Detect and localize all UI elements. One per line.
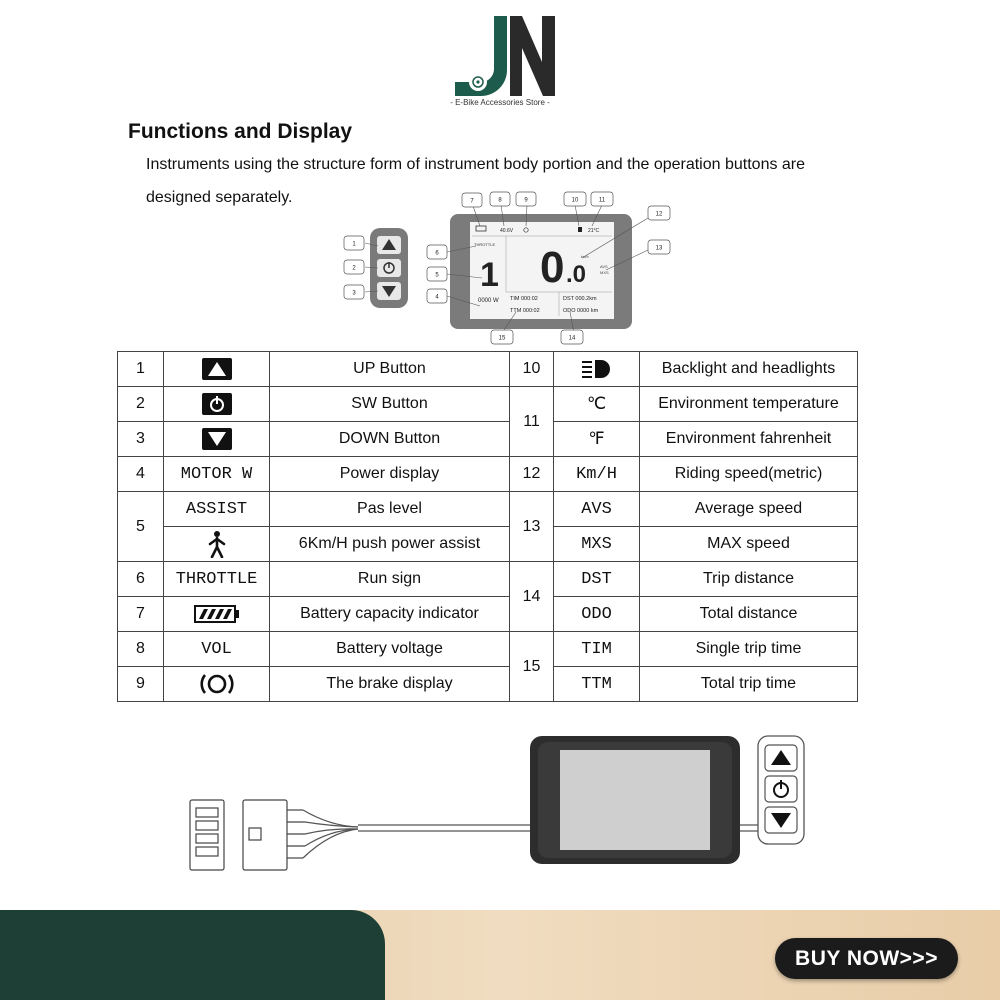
item-symbol: ODO bbox=[554, 597, 640, 632]
item-number: 12 bbox=[510, 457, 554, 492]
item-number: 2 bbox=[118, 387, 164, 422]
headlight-icon bbox=[578, 227, 582, 232]
table-row bbox=[118, 527, 858, 562]
screen-avs: AVS bbox=[600, 264, 608, 269]
callout-9: 9 bbox=[524, 197, 528, 204]
intro-text-line2: designed separately. bbox=[146, 189, 293, 206]
item-description: The brake display bbox=[270, 667, 510, 702]
item-symbol: MXS bbox=[554, 527, 640, 562]
item-symbol: ℃ bbox=[554, 387, 640, 422]
table-row bbox=[118, 422, 858, 457]
brake-icon bbox=[199, 672, 235, 696]
power-icon bbox=[202, 393, 232, 415]
item-number: 3 bbox=[118, 422, 164, 457]
item-symbol: TIM bbox=[554, 632, 640, 667]
item-description: Power display bbox=[270, 457, 510, 492]
callout-5: 5 bbox=[435, 272, 439, 279]
item-symbol: TTM bbox=[554, 667, 640, 702]
callout-13: 13 bbox=[655, 245, 663, 252]
item-symbol: DST bbox=[554, 562, 640, 597]
display-diagram bbox=[330, 188, 680, 348]
item-description: Trip distance bbox=[640, 562, 858, 597]
table-row bbox=[118, 562, 858, 597]
callout-12: 12 bbox=[655, 211, 663, 218]
hardware-illustration bbox=[180, 730, 820, 880]
headlight-icon bbox=[581, 358, 613, 380]
item-description: Average speed bbox=[640, 492, 858, 527]
item-number: 9 bbox=[118, 667, 164, 702]
callout-10: 10 bbox=[571, 197, 579, 204]
screen-speed: 0 bbox=[540, 243, 565, 292]
screen-temp: 21°C bbox=[588, 228, 600, 234]
table-row bbox=[118, 387, 858, 422]
item-number: 10 bbox=[510, 352, 554, 387]
item-description: Single trip time bbox=[640, 632, 858, 667]
item-number: 15 bbox=[510, 632, 554, 702]
screen-speed-decimal: .0 bbox=[566, 261, 587, 288]
item-symbol: ℉ bbox=[554, 422, 640, 457]
callout-6: 6 bbox=[435, 250, 439, 257]
callout-1: 1 bbox=[352, 241, 356, 248]
item-number: 7 bbox=[118, 597, 164, 632]
table-row bbox=[118, 492, 858, 527]
item-description: SW Button bbox=[270, 387, 510, 422]
item-description: Battery capacity indicator bbox=[270, 597, 510, 632]
item-number: 4 bbox=[118, 457, 164, 492]
battery-icon bbox=[194, 605, 240, 623]
table-row bbox=[118, 457, 858, 492]
item-symbol: AVS bbox=[554, 492, 640, 527]
item-symbol: MOTOR W bbox=[164, 457, 270, 492]
callout-15: 15 bbox=[498, 335, 506, 342]
buy-now-button[interactable]: BUY NOW>>> bbox=[775, 938, 958, 979]
cable-connector bbox=[190, 800, 305, 870]
callout-2: 2 bbox=[352, 265, 356, 272]
function-table bbox=[117, 351, 858, 702]
callout-7: 7 bbox=[470, 198, 474, 205]
screen-dst: DST 000.2km bbox=[563, 296, 597, 302]
brand-tagline: - E-Bike Accessories Store - bbox=[450, 98, 550, 107]
item-description: Run sign bbox=[270, 562, 510, 597]
item-description: Environment fahrenheit bbox=[640, 422, 858, 457]
item-description: 6Km/H push power assist bbox=[270, 527, 510, 562]
item-number: 5 bbox=[118, 492, 164, 562]
item-description: UP Button bbox=[270, 352, 510, 387]
screen-throttle: THROTTLE bbox=[474, 242, 496, 247]
item-symbol: VOL bbox=[164, 632, 270, 667]
screen-tim: TIM 000:02 bbox=[510, 296, 538, 302]
screen-mxs: MXS bbox=[600, 270, 609, 275]
item-description: DOWN Button bbox=[270, 422, 510, 457]
table-row bbox=[118, 352, 858, 387]
screen-kmh: km/h bbox=[581, 255, 589, 259]
item-number: 6 bbox=[118, 562, 164, 597]
screen-odo: ODO 0000 km bbox=[563, 308, 599, 314]
item-number: 11 bbox=[510, 387, 554, 457]
item-description: Backlight and headlights bbox=[640, 352, 858, 387]
item-description: Riding speed(metric) bbox=[640, 457, 858, 492]
screen-power: 0000 W bbox=[478, 298, 499, 304]
item-symbol: Km/H bbox=[554, 457, 640, 492]
item-description: Total trip time bbox=[640, 667, 858, 702]
screen-assist-digit: 1 bbox=[480, 256, 499, 294]
footer-green-panel bbox=[0, 910, 385, 1000]
item-number: 14 bbox=[510, 562, 554, 632]
down-triangle-icon bbox=[202, 428, 232, 450]
table-row bbox=[118, 597, 858, 632]
item-description: Pas level bbox=[270, 492, 510, 527]
brand-logo bbox=[450, 12, 560, 98]
item-description: Environment temperature bbox=[640, 387, 858, 422]
walking-person-icon bbox=[206, 530, 228, 558]
screen-voltage: 40.6V bbox=[500, 228, 514, 234]
callout-3: 3 bbox=[352, 290, 356, 297]
item-description: MAX speed bbox=[640, 527, 858, 562]
display-unit-screen bbox=[560, 750, 710, 850]
section-title: Functions and Display bbox=[128, 120, 353, 143]
item-description: Battery voltage bbox=[270, 632, 510, 667]
item-symbol: THROTTLE bbox=[164, 562, 270, 597]
up-triangle-icon bbox=[202, 358, 232, 380]
callout-4: 4 bbox=[435, 294, 439, 301]
table-row bbox=[118, 667, 858, 702]
item-symbol: ASSIST bbox=[164, 492, 270, 527]
item-number: 8 bbox=[118, 632, 164, 667]
item-description: Total distance bbox=[640, 597, 858, 632]
callout-14: 14 bbox=[568, 335, 576, 342]
callout-11: 11 bbox=[598, 197, 606, 204]
item-number: 1 bbox=[118, 352, 164, 387]
table-row bbox=[118, 632, 858, 667]
callout-8: 8 bbox=[498, 197, 502, 204]
intro-text-line1: Instruments using the structure form of instrument body portion and the operation buttons are bbox=[146, 156, 806, 173]
screen-ttm: TTM 000:02 bbox=[510, 308, 540, 314]
item-number: 13 bbox=[510, 492, 554, 562]
